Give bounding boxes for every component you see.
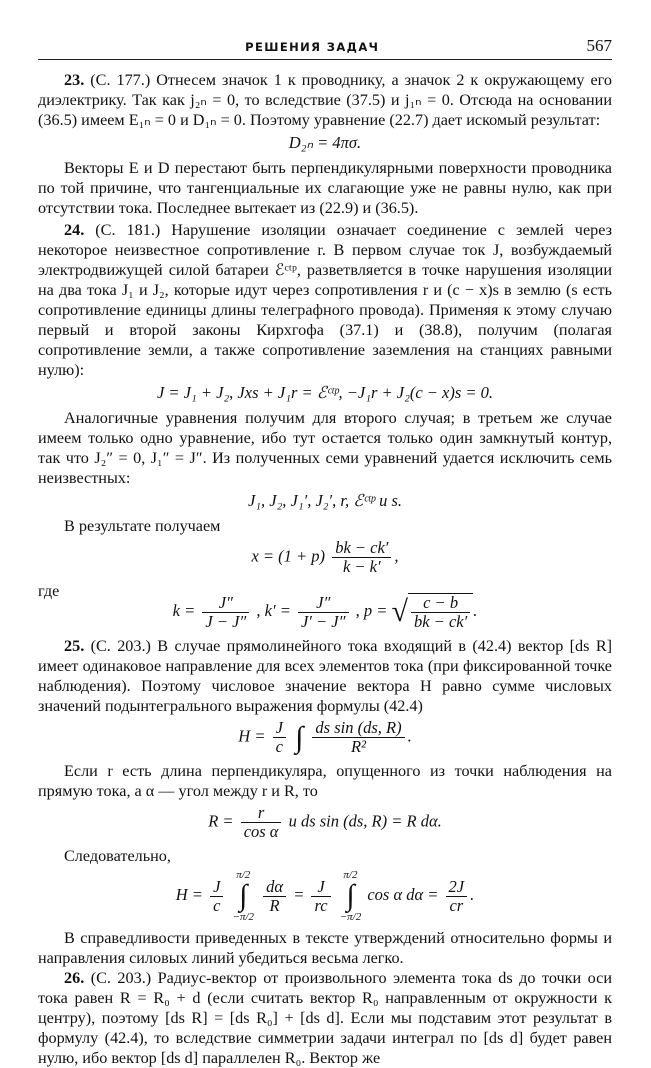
eq-hr-result: [446, 878, 468, 915]
eq-hr-coef1: [210, 878, 223, 915]
eq-kp-tail: .: [473, 600, 478, 620]
problem-25-remark: В справедливости приведенных в тексте утверждений относительно формы и направления силовых линий убедиться весьма легко.: [38, 929, 612, 967]
problem-25-perpendicular: Если r есть длина перпендикуляра, опущенного из точки наблюдения на прямую тока, а α — угол между r и R, то: [38, 762, 612, 800]
eq-p-denominator: bk − ck′: [413, 612, 468, 631]
problem-24-result-intro: В результате получаем: [64, 517, 221, 535]
equation-d2n: D₂ₙ = 4πσ.: [288, 133, 362, 152]
eq-hr-integrand1-num: dα: [263, 878, 286, 897]
eq-hr-lhs: H =: [175, 884, 203, 904]
eq-kp-label: , k′ =: [256, 600, 291, 620]
problem-24-analog: Аналогичные уравнения получим для второго случая; в третьем же случае имеем только одно уравнение, ибо тут остается только один замкнутый контур, так что J₂″ = 0, J₁″ = J″. Из полученных семи уравнений удается исключить семь неизвестных:: [38, 409, 612, 487]
eq-hr-coef1-den: c: [213, 895, 221, 915]
eq-hr-coef2-den: rc: [314, 895, 328, 915]
problem-23-text: (С. 177.) Отнесем значок 1 к проводнику, а значок 2 к окружающему его диэлектрику. Так как j₂ₙ = 0, то вследствие (37.5) и j₁ₙ = 0. Отсюда на основании (36.5) имеем E₁ₙ = 0 и D₁ₙ = 0. Поэтому уравнение (22.7) дает искомый результат:: [38, 71, 612, 129]
lower-limit-2: −π/2: [339, 911, 362, 923]
problem-26-number: 26.: [64, 969, 85, 987]
eq-p-fraction: [411, 594, 470, 631]
lower-limit-1: −π/2: [232, 911, 255, 923]
eq-kp-denominator: J′ − J″: [300, 611, 346, 631]
eq-hr-equals: =: [293, 884, 305, 904]
eq-hr-integrand1: [263, 878, 286, 915]
problem-23-number: 23.: [64, 71, 85, 89]
equation-h-result: [38, 869, 612, 923]
eq-hr-integrand1-den: R: [269, 895, 280, 915]
eq-h-coef-den: c: [275, 737, 283, 756]
eq-kp-numerator: J″: [298, 594, 349, 613]
equation-h-integral: [38, 719, 612, 756]
eq-h-coef-num: J: [273, 719, 286, 738]
eq-r-mid: и ds sin (ds, R) = R dα.: [288, 811, 442, 831]
problem-26-text: (С. 203.) Радиус-вектор от произвольного элемента тока ds до точки оси тока равен R = R₀ + d (если считать вектор R₀ направленным от окружности к центру), поэтому [ds R] = [ds R₀] + [ds d]. Если мы подставим этот результат в формулу (42.4), то вследствие симметрии задачи интеграл по [ds d] будет равен нулю, ибо вектор [ds d] параллелен R₀. Вектор же: [38, 969, 612, 1067]
eq-hr-cos: cos α dα =: [367, 884, 439, 904]
eq-h-integrand-num: ds sin (ds, R): [312, 719, 404, 738]
eq-k-label: k =: [172, 600, 196, 620]
equation-kp: [38, 593, 612, 631]
eq-h-coef: [273, 719, 286, 756]
upper-limit-1: π/2: [236, 869, 251, 881]
problem-26-intro: [38, 968, 612, 1068]
eq-hr-coef1-num: J: [210, 878, 223, 897]
eq-h-lhs: H =: [238, 726, 266, 746]
eq-x-tail: ,: [394, 546, 399, 566]
eq-kp-fraction: [298, 594, 349, 631]
problem-25-text: (С. 203.) В случае прямолинейного тока входящий в (42.4) вектор [ds R] имеет одинаковое направление для всех элементов тока (при фиксированной точке наблюдения). Поэтому числовое значение вектора H равно сумме числовых значений подынтегрального выражения формулы (42.4): [38, 637, 613, 715]
sqrt-sign-icon: √: [391, 595, 408, 628]
integral-sign-icon: ∫: [346, 879, 355, 912]
page-number: 567: [586, 36, 612, 55]
eq-p-numerator: c − b: [411, 594, 470, 613]
equation-r-cos: [38, 804, 612, 841]
eq-hr-tail: .: [470, 884, 475, 904]
problem-24-intro: [38, 220, 612, 380]
integral-limits-1: [233, 869, 255, 923]
eq-r-fraction: [241, 804, 282, 841]
problem-25-intro: [38, 636, 612, 716]
integral-limits-2: [340, 869, 362, 923]
running-head: [38, 36, 612, 60]
eq-h-tail: .: [407, 726, 412, 746]
eq-k-denominator: J − J″: [205, 611, 247, 631]
upper-limit-2: π/2: [343, 869, 358, 881]
eq-r-lhs: R =: [208, 811, 234, 831]
eq-k-fraction: [202, 594, 249, 631]
eq-hr-result-num: 2J: [446, 878, 468, 897]
eq-x-lhs: x = (1 + p): [251, 546, 326, 566]
eq-k-numerator: J″: [202, 594, 249, 613]
integral-sign-icon: ∫: [239, 879, 248, 912]
integral-sign-icon: ∫: [295, 720, 304, 754]
eq-hr-coef2: [311, 878, 330, 915]
eq-p-radicand: [408, 593, 473, 631]
section-title: РЕШЕНИЯ ЗАДАЧ: [245, 40, 380, 54]
equation-unknowns: J₁, J₂, J₁′, J₂′, r, ℰᶜᵗᵖ и s.: [247, 491, 403, 510]
eq-h-integrand-den: R²: [350, 737, 366, 756]
eq-r-denominator: cos α: [243, 822, 279, 841]
equation-kirchhoff: J = J₁ + J₂, Jxs + J₁r = ℰᶜᵗᵖ, −J₁r + J₂(c − x)s = 0.: [156, 383, 494, 402]
equation-x: [38, 539, 612, 576]
problem-23-intro: [38, 70, 612, 130]
eq-p-label: , p =: [355, 600, 388, 620]
book-page: [38, 36, 612, 1068]
problem-24-number: 24.: [64, 221, 85, 239]
body-text: [38, 70, 612, 1068]
problem-23-conclusion: Векторы E и D перестают быть перпендикулярными поверхности проводника по той причине, что тангенциальные их слагающие уже не равны нулю, как при отсутствии тока. Последнее вытекает из (22.9) и (36.5).: [38, 159, 612, 217]
eq-hr-result-den: cr: [449, 895, 464, 915]
eq-x-denominator: k − k′: [342, 557, 381, 576]
eq-hr-coef2-num: J: [311, 878, 330, 897]
where-label: где: [38, 582, 60, 600]
eq-x-numerator: bk − ck′: [332, 539, 391, 558]
eq-h-integrand: [312, 719, 404, 756]
eq-r-numerator: r: [241, 804, 282, 823]
problem-25-therefore: Следовательно,: [64, 847, 171, 865]
eq-x-fraction: [332, 539, 391, 576]
problem-24-text: (С. 181.) Нарушение изоляции означает соединение с землей через некоторое неизвестное сопротивление r. В первом случае ток J, возбуждаемый электродвижущей силой батареи ℰᶜᵗᵖ, разветвляется в точке нарушения изоляции на два тока J₁ и J₂, которые идут через сопротивления r и (c − x)s в землю (s есть сопротивление единицы длины телеграфного провода). Применяя к этому случаю первый и второй законы Кирхгофа (37.1) и (38.8), получим (полагая сопротивление земли, а также сопротивление заземления на станциях равными нулю):: [38, 221, 612, 379]
problem-25-number: 25.: [64, 637, 85, 655]
eq-p-sqrt: [392, 593, 474, 631]
